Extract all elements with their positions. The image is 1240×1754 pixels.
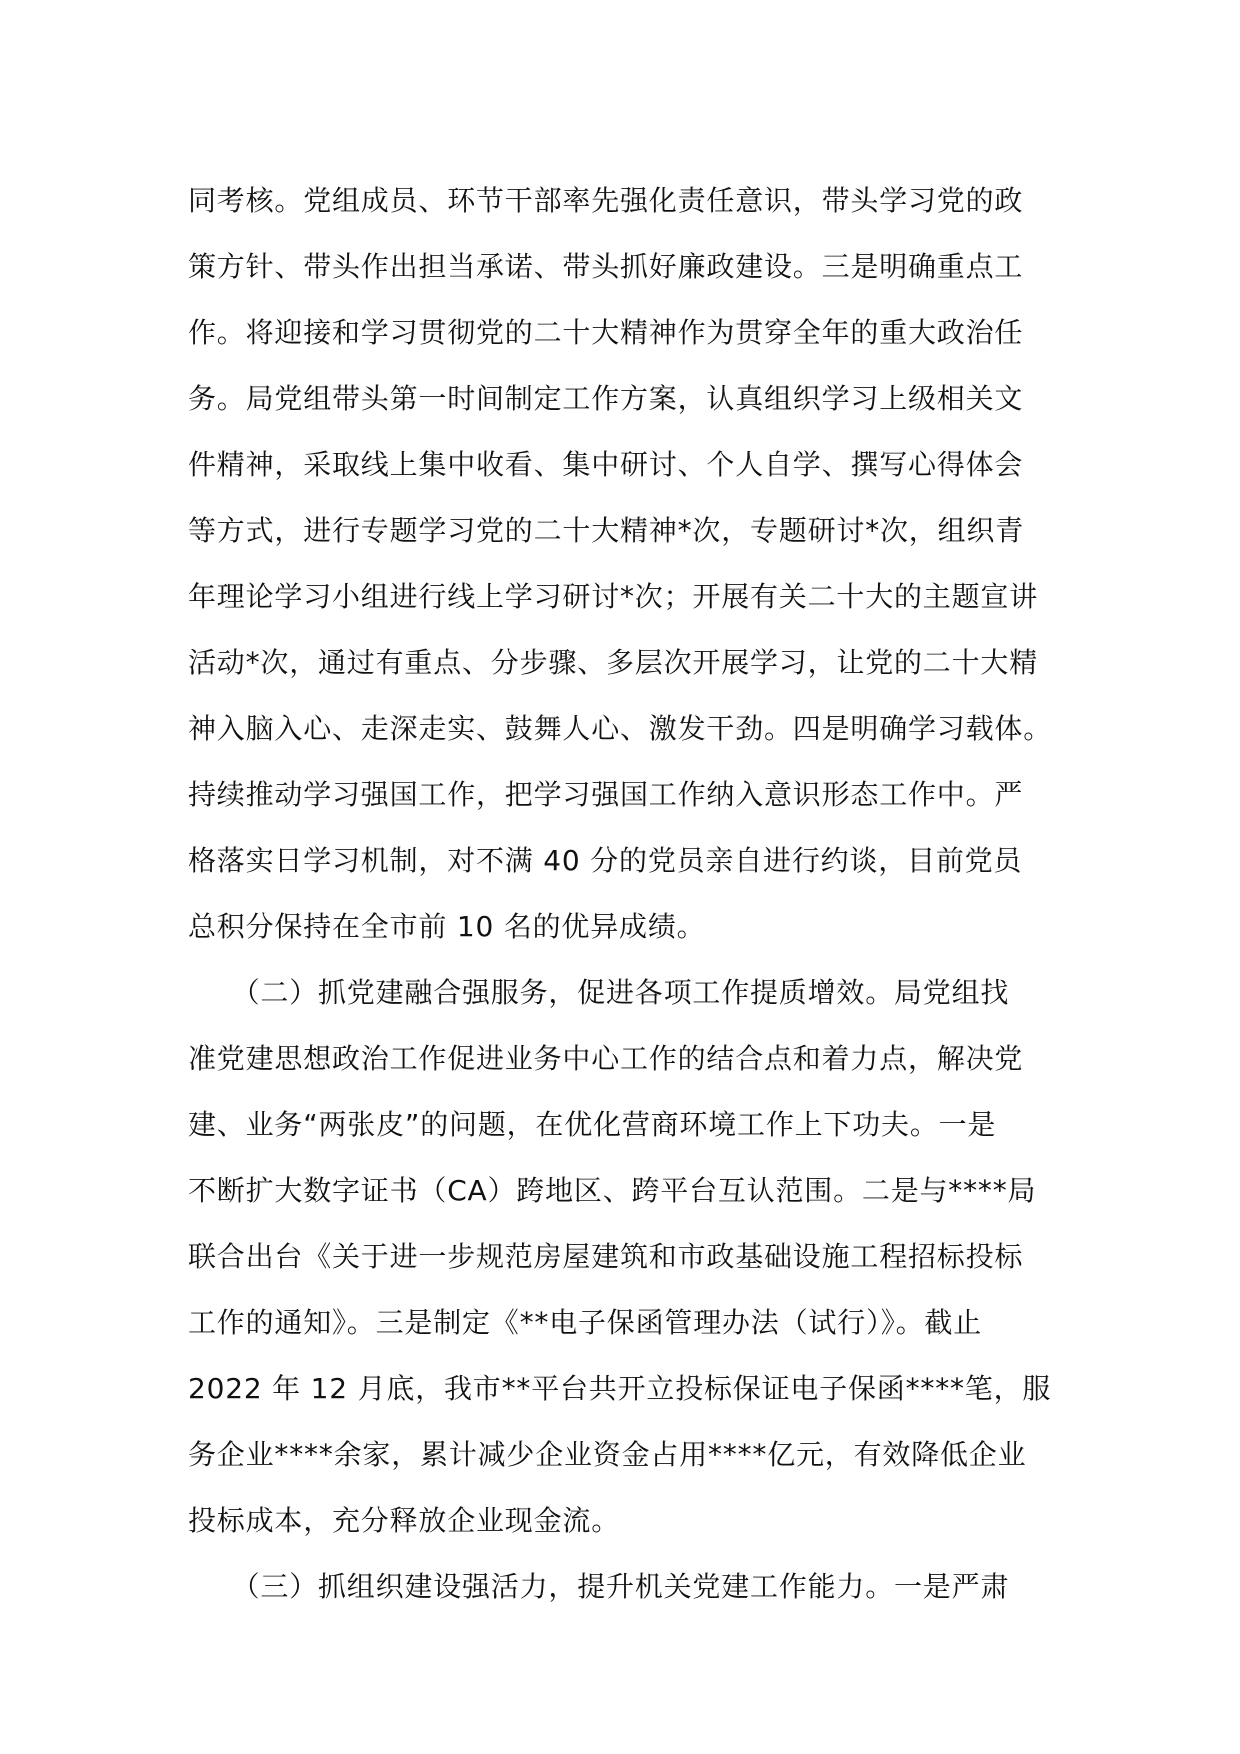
text-line: 年理论学习小组进行线上学习研讨*次；开展有关二十大的主题宣讲 xyxy=(188,580,1039,613)
text-line: 总积分保持在全市前 10 名的优异成绩。 xyxy=(188,910,706,943)
text-line: 工作的通知》。三是制定《**电子保函管理办法（试行）》。截止 xyxy=(188,1306,983,1339)
text-line: 务企业****余家，累计减少企业资金占用****亿元，有效降低企业 xyxy=(188,1438,1027,1471)
text-line: 联合出台《关于进一步规范房屋建筑和市政基础设施工程招标投标 xyxy=(188,1240,1024,1273)
text-line: 准党建思想政治工作促进业务中心工作的结合点和着力点，解决党 xyxy=(188,1042,1024,1075)
text-line: 务。局党组带头第一时间制定工作方案，认真组织学习上级相关文 xyxy=(188,382,1024,415)
text-line: 件精神，采取线上集中收看、集中研讨、个人自学、撰写心得体会 xyxy=(188,448,1024,481)
text-line: 持续推动学习强国工作，把学习强国工作纳入意识形态工作中。严 xyxy=(188,778,1024,811)
section-heading-line: （三）抓组织建设强活力，提升机关党建工作能力。一是严肃 xyxy=(188,1570,1010,1603)
text-line: 等方式，进行专题学习党的二十大精神*次，专题研讨*次，组织青 xyxy=(188,514,1025,547)
section-heading-line: （二）抓党建融合强服务，促进各项工作提质增效。局党组找 xyxy=(188,976,1010,1009)
text-line: 策方针、带头作出担当承诺、带头抓好廉政建设。三是明确重点工 xyxy=(188,250,1024,283)
text-line: 格落实日学习机制，对不满 40 分的党员亲自进行约谈，目前党员 xyxy=(188,844,1023,877)
text-line: 作。将迎接和学习贯彻党的二十大精神作为贯穿全年的重大政治任 xyxy=(188,316,1024,349)
text-line: 建、业务“两张皮”的问题，在优化营商环境工作上下功夫。一是 xyxy=(188,1108,997,1141)
text-line: 2022 年 12 月底，我市**平台共开立投标保证电子保函****笔，服 xyxy=(188,1372,1052,1405)
document-body xyxy=(188,168,1068,1620)
text-line: 同考核。党组成员、环节干部率先强化责任意识，带头学习党的政 xyxy=(188,184,1024,217)
text-line: 神入脑入心、走深走实、鼓舞人心、激发干劲。四是明确学习载体。 xyxy=(188,712,1053,745)
text-line: 投标成本，充分释放企业现金流。 xyxy=(188,1504,621,1537)
text-line: 活动*次，通过有重点、分步骤、多层次开展学习，让党的二十大精 xyxy=(188,646,1039,679)
text-line: 不断扩大数字证书（CA）跨地区、跨平台互认范围。二是与****局 xyxy=(188,1174,1037,1207)
